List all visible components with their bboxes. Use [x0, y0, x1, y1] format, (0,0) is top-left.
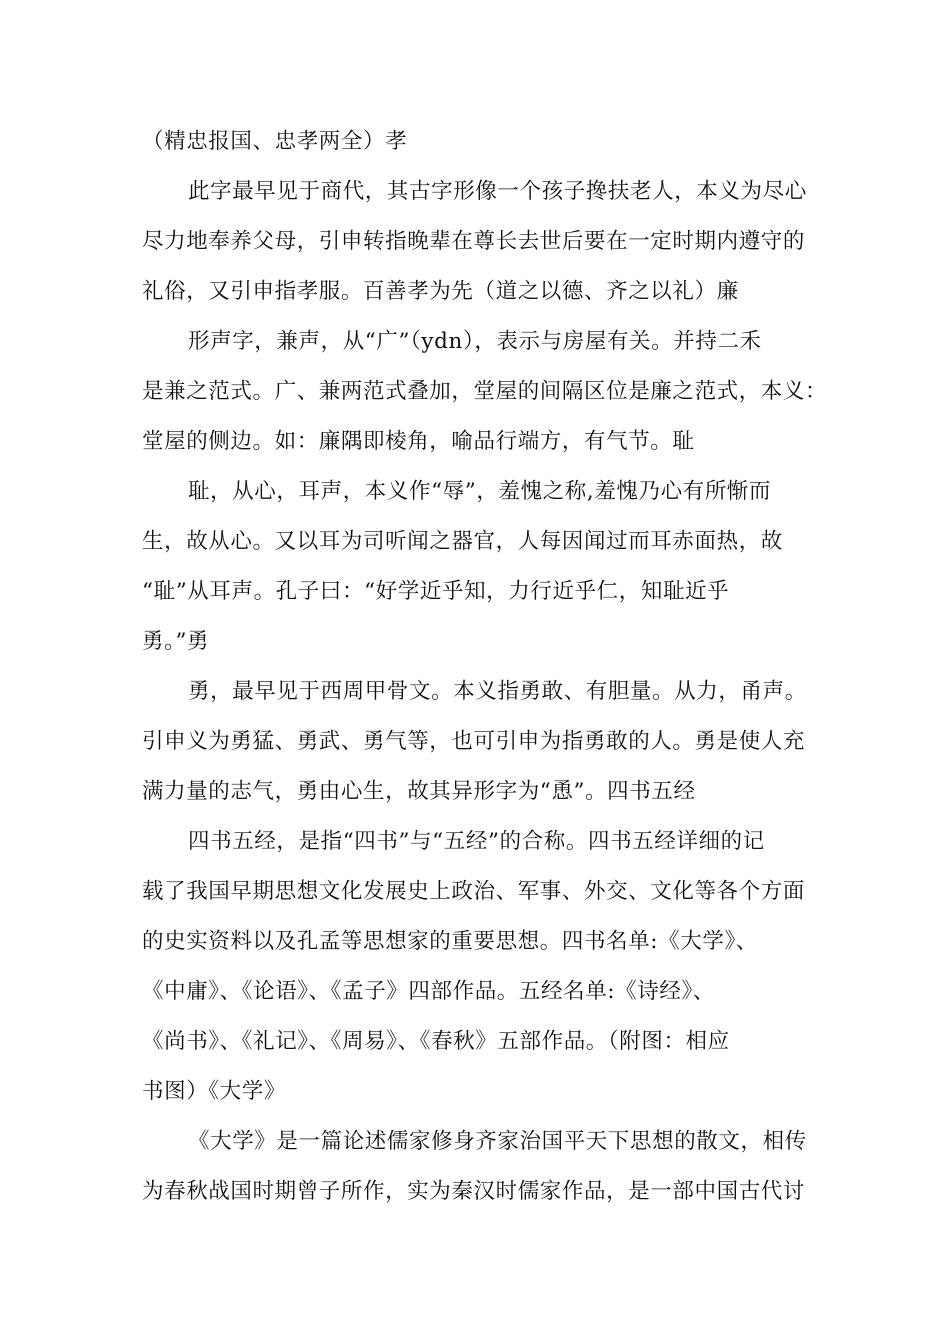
- text-line: 勇，最早见于西周甲骨文。本义指勇敢、有胆量。从力，甬声。: [188, 679, 807, 704]
- text-line: 勇。”勇: [142, 629, 210, 654]
- text-line: 四书五经，是指“四书”与“五经”的合称。四书五经详细的记: [188, 829, 765, 854]
- text-line: 的史实资料以及孔孟等思想家的重要思想。四书名单:《大学》、: [142, 929, 758, 954]
- text-line: 满力量的志气，勇由心生，故其异形字为“恿”。四书五经: [142, 779, 696, 804]
- text-line: 《中庸》、《论语》、《孟子》四部作品。五经名单:《诗经》、: [142, 979, 715, 1004]
- text-line: 为春秋战国时期曾子所作，实为秦汉时儒家作品，是一部中国古代讨: [142, 1179, 806, 1204]
- text-line: 形声字，兼声，从“广”（ydn），表示与房屋有关。并持二禾: [188, 329, 762, 354]
- text-line: 是兼之范式。广、兼两范式叠加，堂屋的间隔区位是廉之范式，本义：: [142, 379, 828, 404]
- text-line: 尽力地奉养父母，引申转指晚辈在尊长去世后要在一定时期内遵守的: [142, 229, 806, 254]
- text-line: 堂屋的侧边。如：廉隅即棱角，喻品行端方，有气节。耻: [142, 429, 695, 454]
- text-line: “耻”从耳声。孔子曰：“好学近乎知，力行近乎仁，知耻近乎: [142, 579, 730, 604]
- text-line: 书图）《大学》: [142, 1079, 286, 1104]
- text-line: 耻，从心，耳声，本义作“辱”，羞愧之称,羞愧乃心有所惭而: [188, 479, 772, 504]
- text-line: 生，故从心。又以耳为司听闻之器官，人每因闻过而耳赤面热，故: [142, 529, 783, 554]
- text-line: 礼俗，又引申指孝服。百善孝为先（道之以德、齐之以礼）廉: [142, 279, 739, 304]
- text-line: 《大学》是一篇论述儒家修身齐家治国平天下思想的散文，相传: [188, 1129, 807, 1154]
- text-line: 《尚书》、《礼记》、《周易》、《春秋》五部作品。（附图：相应: [142, 1029, 730, 1054]
- text-line: （精忠报国、忠孝两全）孝: [142, 129, 408, 154]
- text-line: 载了我国早期思想文化发展史上政治、军事、外交、文化等各个方面: [142, 879, 806, 904]
- text-line: 此字最早见于商代，其古字形像一个孩子搀扶老人，本义为尽心: [188, 179, 807, 204]
- text-line: 引申义为勇猛、勇武、勇气等，也可引申为指勇敢的人。勇是使人充: [142, 729, 806, 754]
